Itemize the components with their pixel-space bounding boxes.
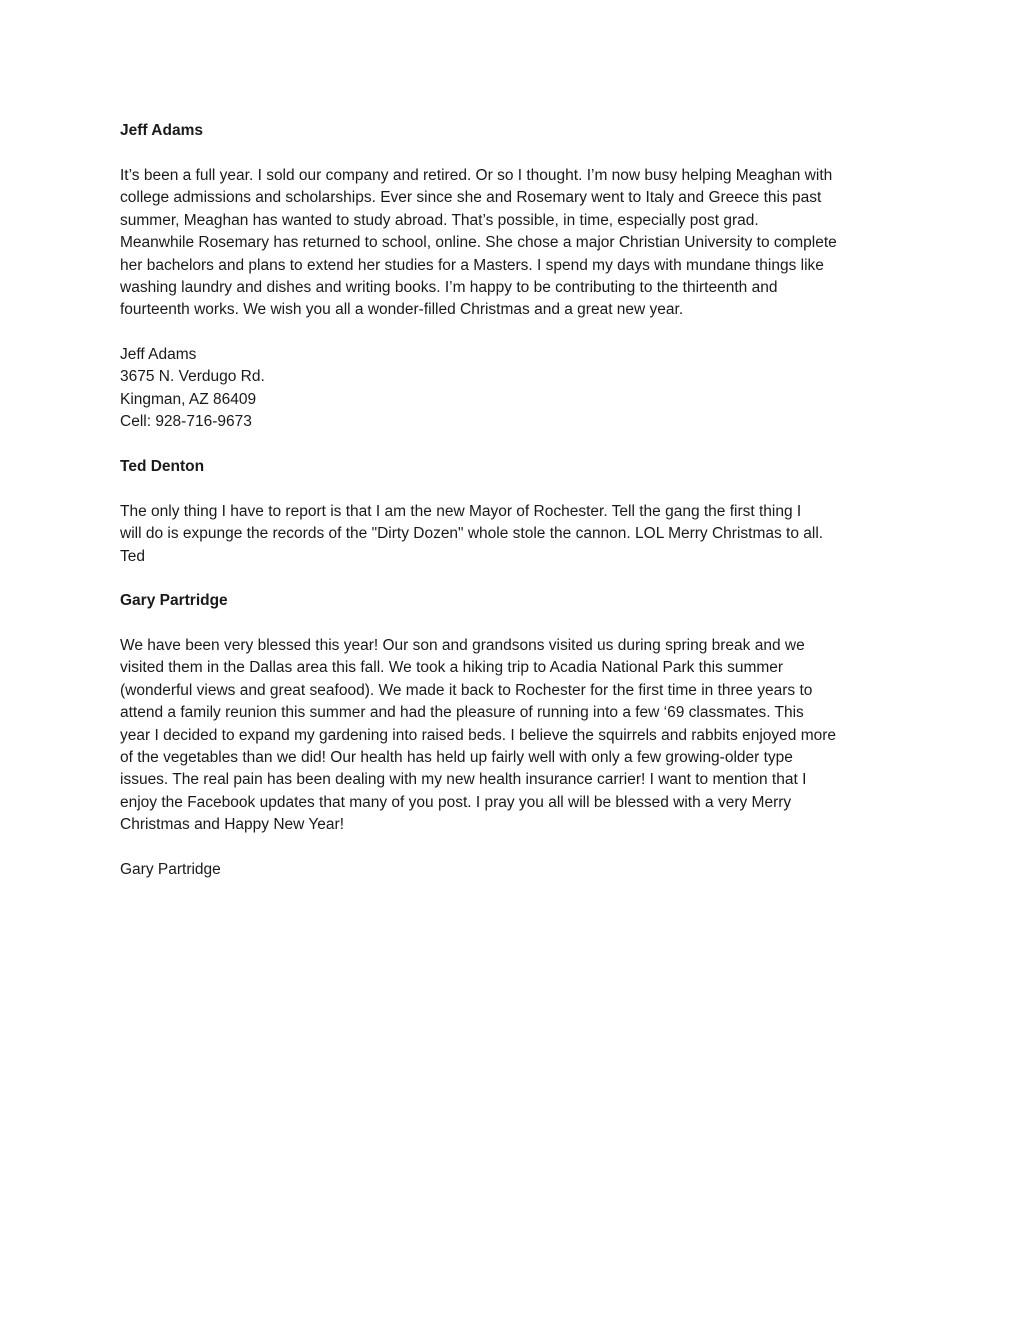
body-line: The only thing I have to report is that I am the new Mayor of Rochester. Tell the gang the first thing I (120, 503, 802, 520)
signature-line: Cell: 928-716-9673 (120, 413, 252, 431)
entry-heading: Ted Denton (120, 458, 205, 475)
entry-signature (120, 344, 910, 434)
body-line: issues. The real pain has been dealing with my new health insurance carrier! I want to mention that I (120, 771, 807, 789)
entry-body (120, 501, 910, 568)
body-line: enjoy the Facebook updates that many of you post. I pray you all will be blessed with a very Merry (120, 793, 792, 811)
signature-line: 3675 N. Verdugo Rd. (120, 368, 265, 386)
entry-heading: Gary Partridge (120, 592, 228, 609)
body-line: Ted (120, 547, 145, 565)
body-line: It’s been a full year. I sold our company and retired. Or so I thought. I’m now busy helping Meaghan with (120, 167, 833, 184)
body-line: We have been very blessed this year! Our son and grandsons visited us during spring break and we (120, 637, 805, 654)
entry-jeff-adams (120, 121, 910, 433)
body-line: of the vegetables than we did! Our health has held up fairly well with only a few growing-older type (120, 749, 793, 767)
body-line: college admissions and scholarships. Ever since she and Rosemary went to Italy and Greece this past (120, 189, 822, 207)
body-line: her bachelors and plans to extend her studies for a Masters. I spend my days with mundane things like (120, 256, 824, 274)
body-line: summer, Meaghan has wanted to study abroad. That’s possible, in time, especially post grad. (120, 211, 759, 229)
entry-heading: Jeff Adams (120, 122, 203, 139)
body-line: (wonderful views and great seafood). We made it back to Rochester for the first time in three years to (120, 681, 813, 699)
entry-gary-partridge (120, 591, 910, 881)
body-line: Christmas and Happy New Year! (120, 816, 345, 834)
signature-line: Gary Partridge (120, 860, 221, 878)
body-line: Meanwhile Rosemary has returned to school, online. She chose a major Christian University to complete (120, 234, 837, 252)
entry-signature (120, 859, 910, 881)
body-line: washing laundry and dishes and writing books. I’m happy to be contributing to the thirteenth and (120, 279, 778, 297)
body-line: will do is expunge the records of the "Dirty Dozen" whole stole the cannon. LOL Merry Christmas to all. (120, 525, 824, 543)
entry-body (120, 635, 910, 837)
body-line: year I decided to expand my gardening into raised beds. I believe the squirrels and rabbits enjoyed more (120, 726, 837, 744)
body-line: fourteenth works. We wish you all a wonder-filled Christmas and a great new year. (120, 301, 684, 319)
body-line: visited them in the Dallas area this fall. We took a hiking trip to Acadia National Park this summer (120, 659, 784, 677)
signature-line: Kingman, AZ 86409 (120, 390, 257, 408)
body-line: attend a family reunion this summer and had the pleasure of running into a few ‘69 classmates. This (120, 704, 804, 722)
entry-body (120, 165, 910, 322)
signature-line: Jeff Adams (120, 345, 197, 363)
entry-ted-denton (120, 457, 910, 568)
